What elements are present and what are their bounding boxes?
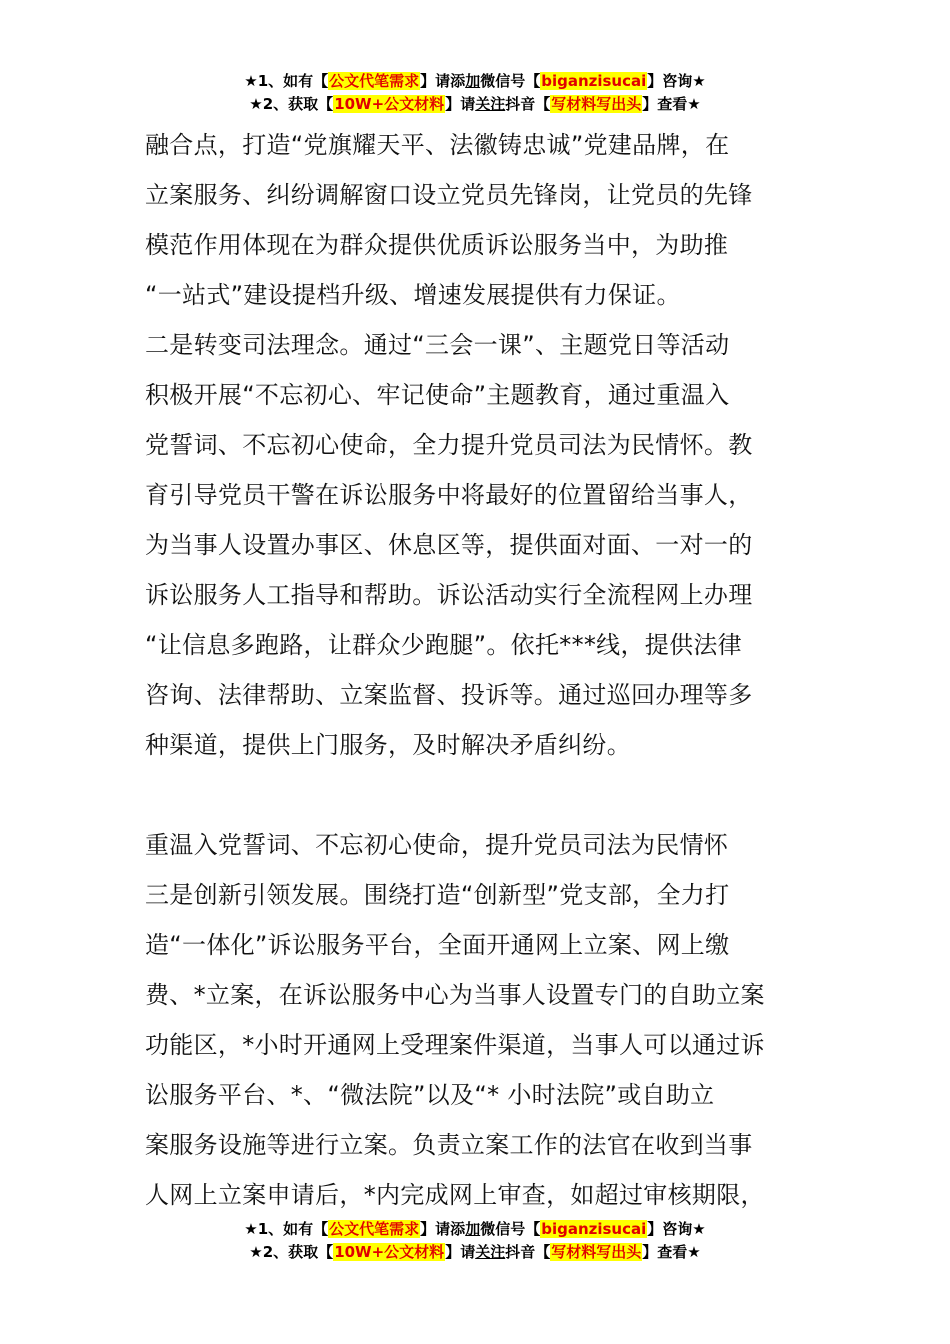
text-line: 功能区，*小时开通网上受理案件渠道，当事人可以通过诉 (145, 1031, 765, 1059)
text-line: 咨询、法律帮助、立案监督、投诉等。通过巡回办理等多 (145, 681, 753, 709)
text-line: 造“一体化”诉讼服务平台，全面开通网上立案、网上缴 (145, 931, 730, 959)
header-banner (0, 70, 950, 116)
text-line: 三是创新引领发展。围绕打造“创新型”党支部，全力打 (145, 881, 730, 909)
banner-highlight-service: 公文代笔需求 (329, 72, 420, 90)
banner-highlight-douyin: 写材料写出头 (551, 1243, 642, 1261)
banner-line-1: ★1、如有【公文代笔需求】请添加微信号【biganzisucai】咨询★ (244, 1220, 706, 1238)
text-line: 费、*立案，在诉讼服务中心为当事人设置专门的自助立案 (145, 981, 765, 1009)
text-line: 融合点，打造“党旗耀天平、法徽铸忠诚”党建品牌，在 (145, 131, 730, 159)
text-line: 种渠道，提供上门服务，及时解决矛盾纠纷。 (145, 731, 631, 759)
text-line: 人网上立案申请后，*内完成网上审查，如超过审核期限， (145, 1181, 765, 1209)
banner-highlight-service: 公文代笔需求 (329, 1220, 420, 1238)
text-line: 二是转变司法理念。通过“三会一课”、主题党日等活动 (145, 331, 730, 359)
banner-highlight-wechat: biganzisucai (541, 1220, 647, 1238)
text-line: 党誓词、不忘初心使命，全力提升党员司法为民情怀。教 (145, 431, 753, 459)
body-paragraphs-1 (145, 120, 810, 770)
text-line: 诉讼服务人工指导和帮助。诉讼活动实行全流程网上办理 (145, 581, 753, 609)
text-line: 为当事人设置办事区、休息区等，提供面对面、一对一的 (145, 531, 753, 559)
banner-highlight-douyin: 写材料写出头 (551, 95, 642, 113)
text-line: 立案服务、纠纷调解窗口设立党员先锋岗，让党员的先锋 (145, 181, 753, 209)
text-line: 重温入党誓词、不忘初心使命，提升党员司法为民情怀 (145, 831, 729, 859)
banner-line-2: ★2、获取【10W+公文材料】请关注抖音【写材料写出头】查看★ (249, 95, 701, 113)
text-line: 讼服务平台、*、“微法院”以及“* 小时法院”或自助立 (145, 1081, 715, 1109)
banner-highlight-materials: 10W+公文材料 (334, 95, 445, 113)
body-paragraphs-2 (145, 820, 810, 1220)
text-line: 育引导党员干警在诉讼服务中将最好的位置留给当事人， (145, 481, 753, 509)
text-line: 积极开展“不忘初心、牢记使命”主题教育，通过重温入 (145, 381, 730, 409)
footer-banner (0, 1218, 950, 1264)
text-line: “一站式”建设提档升级、增速发展提供有力保证。 (145, 281, 681, 309)
text-line: 模范作用体现在为群众提供优质诉讼服务当中，为助推 (145, 231, 729, 259)
banner-highlight-materials: 10W+公文材料 (334, 1243, 445, 1261)
text-line: “让信息多跑路，让群众少跑腿”。依托***线，提供法律 (145, 631, 742, 659)
banner-line-2: ★2、获取【10W+公文材料】请关注抖音【写材料写出头】查看★ (249, 1243, 701, 1261)
text-line: 案服务设施等进行立案。负责立案工作的法官在收到当事 (145, 1131, 753, 1159)
banner-line-1: ★1、如有【公文代笔需求】请添加微信号【biganzisucai】咨询★ (244, 72, 706, 90)
banner-highlight-wechat: biganzisucai (541, 72, 647, 90)
